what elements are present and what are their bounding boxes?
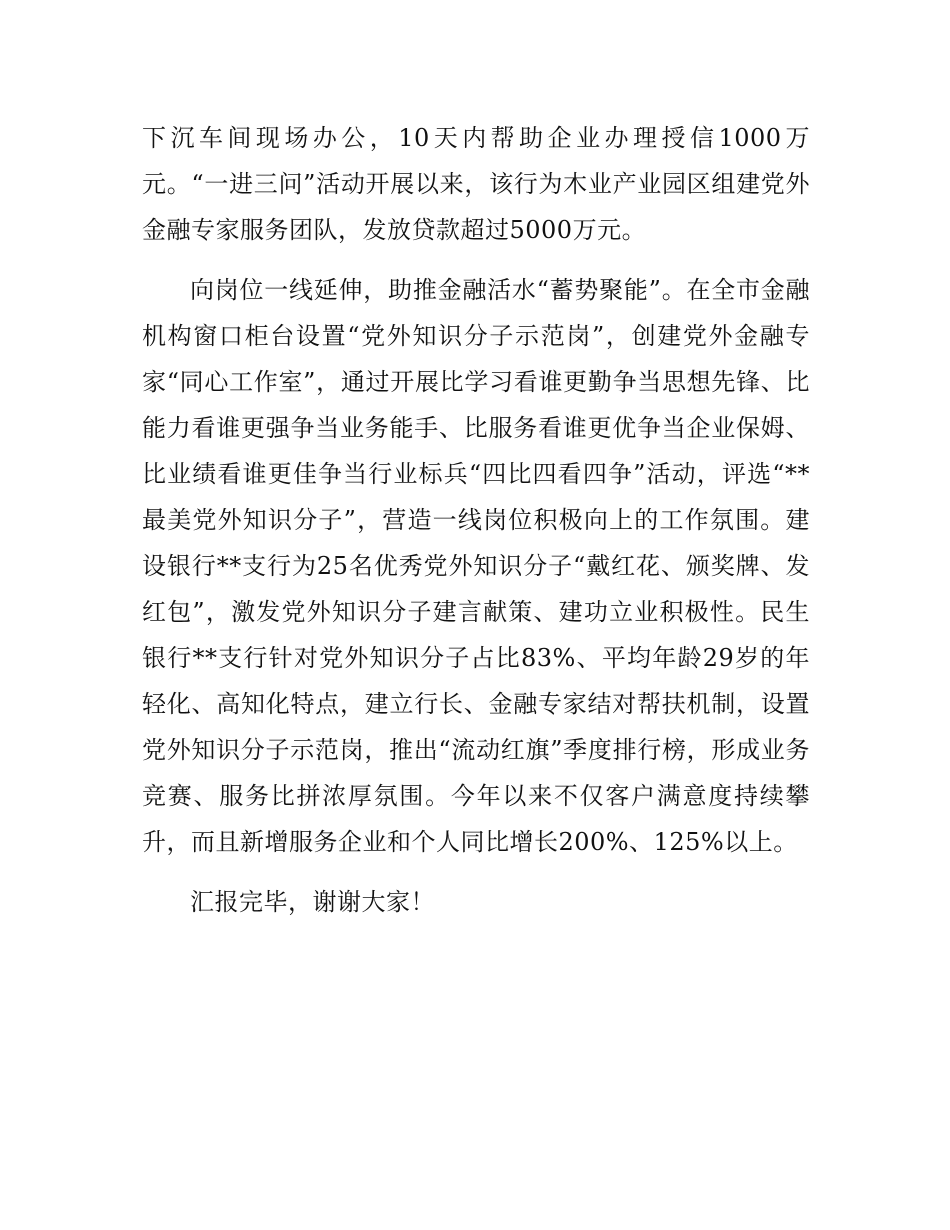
paragraph-2: 向岗位一线延伸，助推金融活水“蓄势聚能”。在全市金融机构窗口柜台设置“党外知识分子示范岗”，创建党外金融专家“同心工作室”，通过开展比学习看谁更勤争当思想先锋、比能力看谁更强争当业务能手、比服务看谁更优争当企业保姆、比业绩看谁更佳争当行业标兵“四比四看四争”活动，评选“**最美党外知识分子”，营造一线岗位积极向上的工作氛围。建设银行**支行为25名优秀党外知识分子“戴红花、颁奖牌、发红包”，激发党外知识分子建言献策、建功立业积极性。民生银行**支行针对党外知识分子占比83%、平均年龄29岁的年轻化、高知化特点，建立行长、金融专家结对帮扶机制，设置党外知识分子示范岗，推出“流动红旗”季度排行榜，形成业务竞赛、服务比拼浓厚氛围。今年以来不仅客户满意度持续攀升，而且新增服务企业和个人同比增长200%、125%以上。 [142, 276, 810, 856]
paragraph-1: 下沉车间现场办公，10天内帮助企业办理授信1000万元。“一进三问”活动开展以来，该行为木业产业园区组建党外金融专家服务团队，发放贷款超过5000万元。 [142, 124, 810, 244]
document-body [142, 115, 810, 939]
paragraph-3: 汇报完毕，谢谢大家！ [190, 888, 435, 916]
